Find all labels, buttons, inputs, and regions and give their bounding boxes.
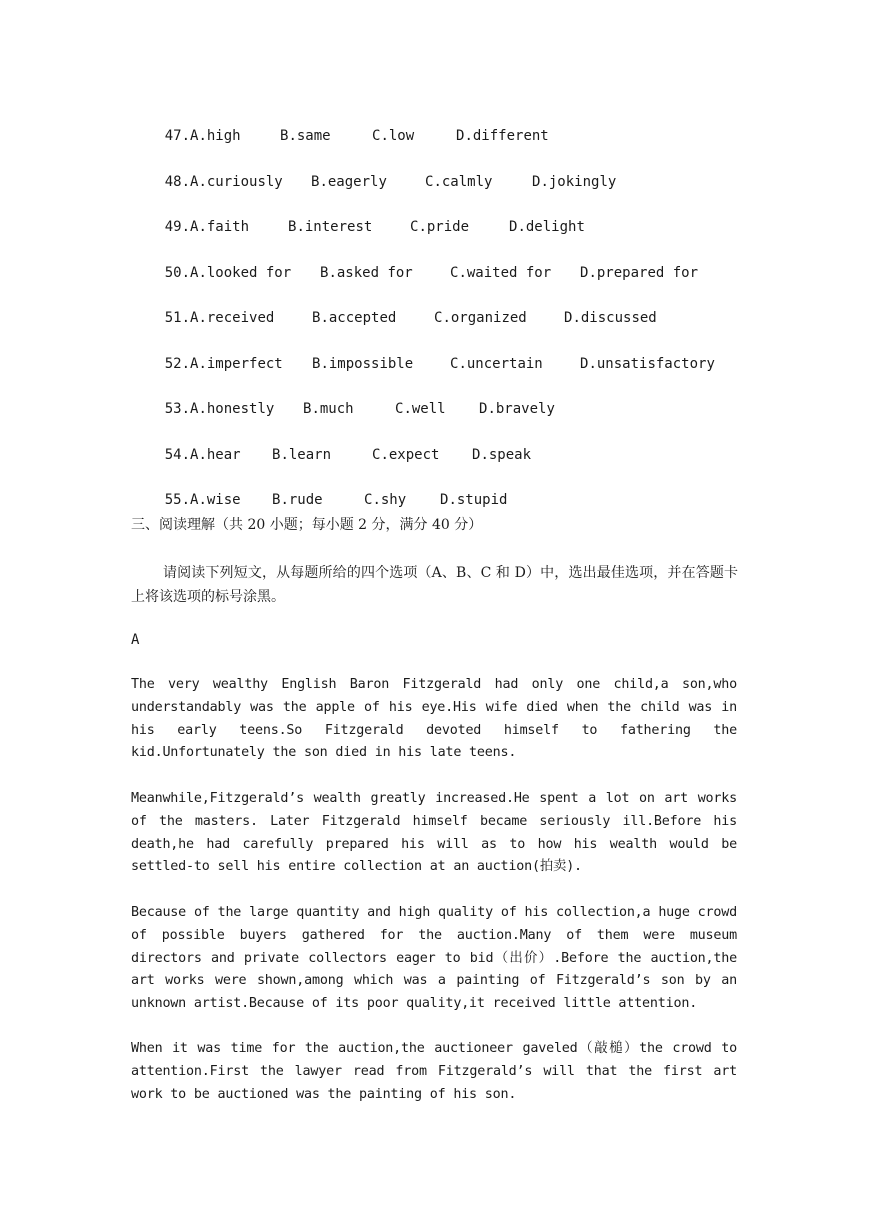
option-c: C.waited for: [450, 265, 552, 281]
option-b: B.much: [303, 401, 354, 417]
option-c: C.shy: [364, 492, 407, 508]
paragraph-3: Because of the large quantity and high quality of his collection,a huge crowd of possible buyers gathered for the auction.Many of them were museum directors and private collectors eager to bid（出价）.Before the auction,the art works were shown,among which was a painting of Fitzgerald’s son by an unknown artist.Because of its poor quality,it received little attention.: [131, 905, 737, 1012]
question-number: 52.: [164, 356, 191, 372]
option-d: D.bravely: [479, 401, 555, 417]
option-b: B.same: [280, 128, 331, 144]
question-number: 49.: [164, 219, 191, 235]
option-a: A.high: [190, 128, 241, 144]
option-c: C.uncertain: [450, 356, 543, 372]
option-c: C.expect: [372, 447, 440, 463]
question-54: [131, 425, 532, 463]
option-a: A.received: [190, 310, 275, 326]
option-a: A.hear: [190, 447, 241, 463]
paragraph-1: The very wealthy English Baron Fitzgerald had only one child,a son,who understandably was the apple of his eye.His wife died when the child was in his early teens.So Fitzgerald devoted himself to fathering the kid.Unfortunately the son died in his late teens.: [131, 677, 737, 761]
option-b: B.interest: [288, 219, 373, 235]
question-55: [131, 470, 508, 508]
question-52: [131, 334, 715, 372]
option-b: B.asked for: [320, 265, 413, 281]
option-c: C.organized: [434, 310, 527, 326]
question-49: [131, 197, 585, 235]
option-b: B.learn: [272, 447, 332, 463]
question-47: [131, 106, 549, 144]
option-a: A.faith: [190, 219, 250, 235]
question-number: 47.: [164, 128, 191, 144]
section-heading: 三、阅读理解（共 20 小题；每小题 2 分，满分 40 分）: [131, 517, 483, 533]
option-a: A.imperfect: [190, 356, 283, 372]
option-d: D.stupid: [440, 492, 508, 508]
option-d: D.different: [456, 128, 549, 144]
option-a: A.looked for: [190, 265, 292, 281]
instructions: 请阅读下列短文，从每题所给的四个选项（A、B、C 和 D）中，选出最佳选项，并在答题卡上将该选项的标号涂黑。: [131, 565, 738, 605]
question-53: [131, 379, 555, 417]
option-d: D.delight: [509, 219, 585, 235]
option-a: A.honestly: [190, 401, 275, 417]
option-b: B.impossible: [312, 356, 414, 372]
passage-label: A: [131, 632, 140, 648]
question-51: [131, 288, 657, 326]
question-50: [131, 243, 699, 281]
option-d: D.speak: [472, 447, 532, 463]
option-a: A.wise: [190, 492, 241, 508]
question-48: [131, 152, 617, 190]
option-c: C.low: [372, 128, 415, 144]
option-d: D.unsatisfactory: [580, 356, 715, 372]
option-c: C.well: [395, 401, 446, 417]
question-number: 50.: [164, 265, 191, 281]
question-number: 51.: [164, 310, 191, 326]
question-number: 53.: [164, 401, 191, 417]
paragraph-4: When it was time for the auction,the auctioneer gaveled（敲槌）the crowd to attention.First the lawyer read from Fitzgerald’s will that the first art work to be auctioned was the painting of his son.: [131, 1041, 737, 1102]
option-c: C.pride: [410, 219, 470, 235]
option-d: D.discussed: [564, 310, 657, 326]
option-c: C.calmly: [425, 174, 493, 190]
paragraph-2: Meanwhile,Fitzgerald’s wealth greatly increased.He spent a lot on art works of the masters. Later Fitzgerald himself became seriously ill.Before his death,he had carefully prepared his will as to how his wealth would be settled-to sell his entire collection at an auction(拍卖).: [131, 791, 737, 875]
question-number: 54.: [164, 447, 191, 463]
option-d: D.jokingly: [532, 174, 617, 190]
question-number: 48.: [164, 174, 191, 190]
option-b: B.eagerly: [311, 174, 387, 190]
option-b: B.rude: [272, 492, 323, 508]
question-number: 55.: [164, 492, 191, 508]
option-d: D.prepared for: [580, 265, 699, 281]
option-a: A.curiously: [190, 174, 283, 190]
option-b: B.accepted: [312, 310, 397, 326]
